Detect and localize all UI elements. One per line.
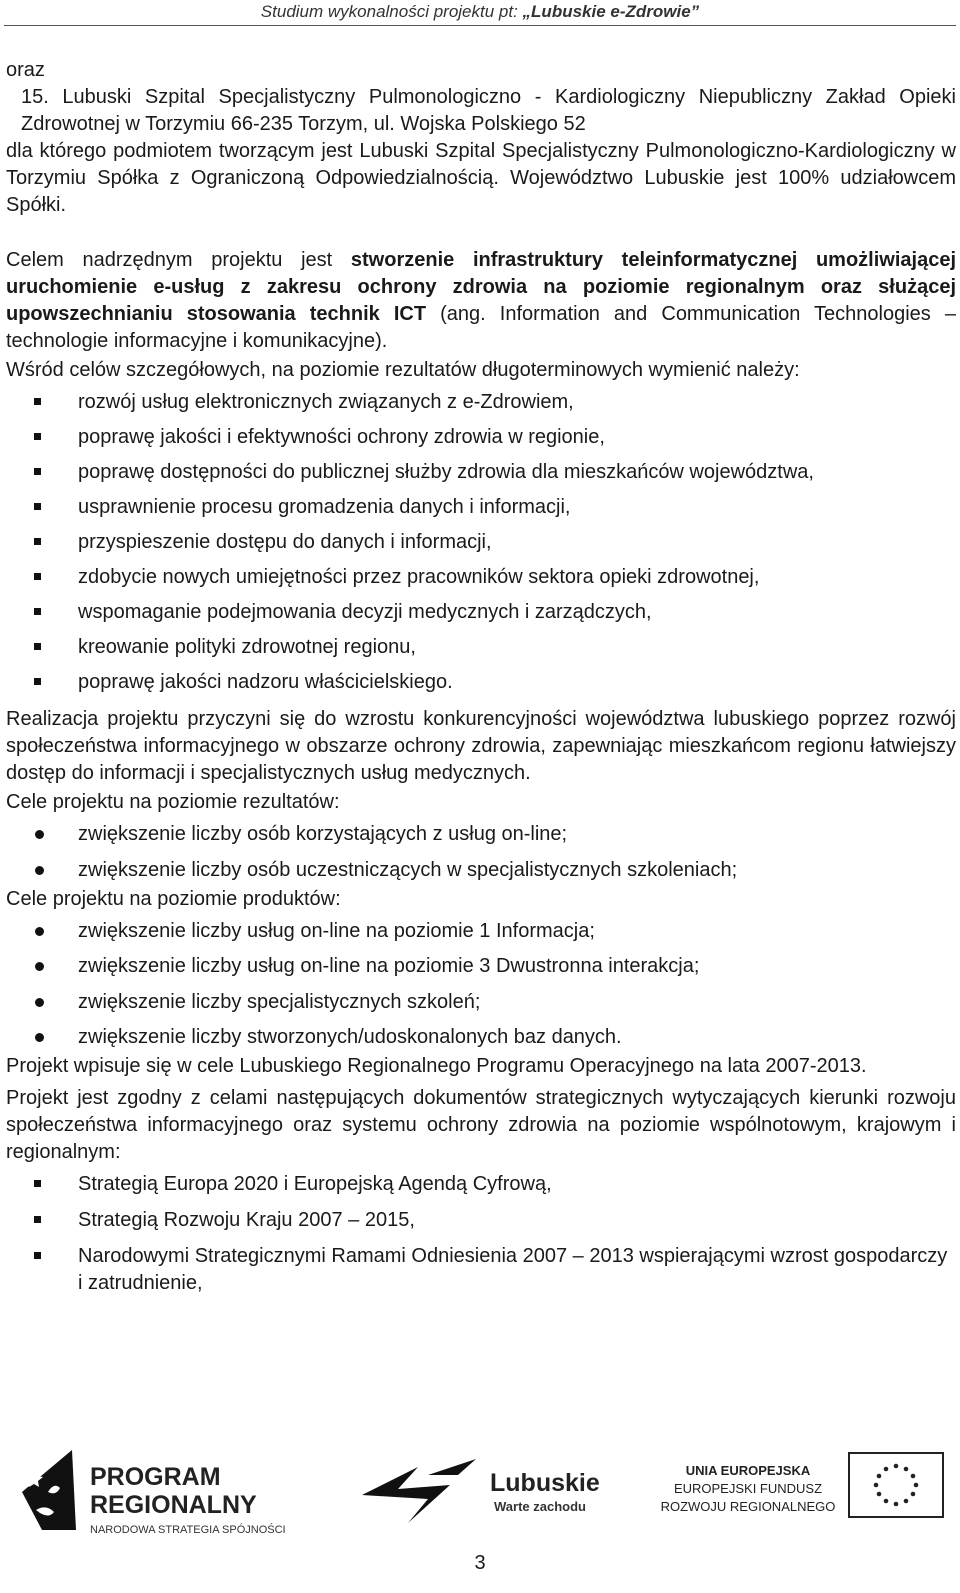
header-title: Studium wykonalności projektu pt: „Lubuskie e-Zdrowie” bbox=[260, 2, 700, 21]
program-subtitle: NARODOWA STRATEGIA SPÓJNOŚCI bbox=[90, 1524, 286, 1536]
detailed-goals-list bbox=[6, 389, 956, 696]
square-bullet-icon bbox=[34, 538, 41, 545]
products-heading: Cele projektu na poziomie produktów: bbox=[6, 887, 341, 910]
square-bullet-icon bbox=[34, 1216, 41, 1223]
eu-flag-icon bbox=[848, 1452, 944, 1518]
list-item: Strategią Europa 2020 i Europejską Agendą Cyfrową, bbox=[6, 1171, 956, 1198]
list-item: poprawę dostępności do publicznej służby zdrowia dla mieszkańców województwa, bbox=[6, 459, 956, 486]
list-item: przyspieszenie dostępu do danych i informacji, bbox=[6, 529, 956, 556]
intro-oraz: oraz bbox=[6, 59, 45, 81]
page-header bbox=[0, 0, 960, 28]
round-bullet-icon bbox=[35, 866, 44, 875]
list-item: poprawę jakości nadzoru właścicielskiego. bbox=[6, 669, 956, 696]
list-item: kreowanie polityki zdrowotnej regionu, bbox=[6, 634, 956, 661]
lubuskie-name: Lubuskie bbox=[490, 1469, 600, 1497]
intro-item-15: 15. Lubuski Szpital Specjalistyczny Pulmonologiczno - Kardiologiczny Niepubliczny Zakład Opieki Zdrowotnej w Torzymiu 66-235 Torzym, ul. Wojska Polskiego 52 bbox=[21, 86, 956, 135]
list-item: Strategią Rozwoju Kraju 2007 – 2015, bbox=[6, 1207, 956, 1234]
lubuskie-logo bbox=[358, 1445, 608, 1535]
square-bullet-icon bbox=[34, 1252, 41, 1259]
list-item: rozwój usług elektronicznych związanych z e-Zdrowiem, bbox=[6, 389, 956, 416]
list-item: zwiększenie liczby specjalistycznych szkoleń; bbox=[6, 989, 956, 1016]
list-item: zwiększenie liczby stworzonych/udoskonalonych baz danych. bbox=[6, 1024, 956, 1051]
rpo-paragraph: Projekt wpisuje się w cele Lubuskiego Regionalnego Programu Operacyjnego na lata 2007-2013. bbox=[6, 1055, 867, 1078]
list-item: zwiększenie liczby usług on-line na poziomie 3 Dwustronna interakcja; bbox=[6, 953, 956, 980]
program-line2: REGIONALNY bbox=[90, 1491, 257, 1519]
list-item: wspomaganie podejmowania decyzji medycznych i zarządczych, bbox=[6, 599, 956, 626]
document-body bbox=[6, 57, 956, 1297]
round-bullet-icon bbox=[35, 830, 44, 839]
eu-fund-text bbox=[652, 1458, 844, 1528]
square-bullet-icon bbox=[34, 503, 41, 510]
square-bullet-icon bbox=[34, 608, 41, 615]
page-footer bbox=[0, 1430, 960, 1593]
square-bullet-icon bbox=[34, 573, 41, 580]
header-project-name: „Lubuskie e-Zdrowie” bbox=[522, 2, 700, 21]
square-bullet-icon bbox=[34, 468, 41, 475]
round-bullet-icon bbox=[35, 1033, 44, 1042]
competitiveness-paragraph: Realizacja projektu przyczyni się do wzrostu konkurencyjności województwa lubuskiego poprzez rozwój społeczeństwa informacyjnego w obszarze ochrony zdrowia, zapewniając mieszkańcom regionu łatwiejszy dostęp do informacji i specjalistycznych usług medycznych. bbox=[6, 708, 956, 784]
round-bullet-icon bbox=[35, 962, 44, 971]
page-number: 3 bbox=[474, 1552, 486, 1574]
eu-line3: ROZWOJU REGIONALNEGO bbox=[660, 1499, 836, 1514]
round-bullet-icon bbox=[35, 998, 44, 1007]
list-item: zwiększenie liczby usług on-line na poziomie 1 Informacja; bbox=[6, 918, 956, 945]
list-item: zwiększenie liczby osób korzystających z usług on-line; bbox=[6, 821, 956, 848]
header-divider bbox=[4, 25, 956, 26]
eu-line2: EUROPEJSKI FUNDUSZ bbox=[673, 1481, 823, 1496]
list-item: poprawę jakości i efektywności ochrony zdrowia w regionie, bbox=[6, 424, 956, 451]
products-list bbox=[6, 918, 956, 1052]
lubuskie-slogan: Warte zachodu bbox=[494, 1499, 586, 1514]
main-goal-bold: stworzenie infrastruktury teleinformatycznej umożliwiającej uruchomienie e-usług z zakresu ochrony zdrowia na poziomie regionalnym oraz służącej upowszechnianiu stosowania technik ICT bbox=[6, 249, 956, 325]
results-list bbox=[6, 821, 956, 884]
strategy-intro: Projekt jest zgodny z celami następujących dokumentów strategicznych wytyczających kierunki rozwoju społeczeństwa informacyjnego oraz systemu ochrony zdrowia na poziomie wspólnotowym, krajowym i regionalnym: bbox=[6, 1087, 956, 1164]
program-line1: PROGRAM bbox=[90, 1463, 221, 1491]
intro-owner-paragraph: dla którego podmiotem tworzącym jest Lubuski Szpital Specjalistyczny Pulmonologiczno-Kardiologiczny w Torzymiu Spółka z Ograniczoną Odpowiedzialnością. Województwo Lubuskie jest 100% udziałowcem Spółki. bbox=[6, 140, 956, 216]
main-goal-paragraph: Celem nadrzędnym projektu jest stworzenie infrastruktury teleinformatycznej umożliwiającej uruchomienie e-usług z zakresu ochrony zdrowia na poziomie regionalnym oraz służącej upowszechnianiu stosowania technik ICT (ang. Information and Communication Technologies – technologie informacyjne i komunikacyjne). bbox=[6, 249, 956, 352]
list-item: usprawnienie procesu gromadzenia danych i informacji, bbox=[6, 494, 956, 521]
eu-line1: UNIA EUROPEJSKA bbox=[685, 1463, 811, 1478]
strategy-list bbox=[6, 1171, 956, 1296]
square-bullet-icon bbox=[34, 643, 41, 650]
list-item: zwiększenie liczby osób uczestniczących w specjalistycznych szkoleniach; bbox=[6, 857, 956, 884]
square-bullet-icon bbox=[34, 398, 41, 405]
list-item: zdobycie nowych umiejętności przez pracowników sektora opieki zdrowotnej, bbox=[6, 564, 956, 591]
square-bullet-icon bbox=[34, 433, 41, 440]
square-bullet-icon bbox=[34, 1180, 41, 1187]
program-regionalny-logo bbox=[14, 1440, 314, 1540]
detailed-goals-intro: Wśród celów szczegółowych, na poziomie rezultatów długoterminowych wymienić należy: bbox=[6, 359, 800, 381]
square-bullet-icon bbox=[34, 678, 41, 685]
list-item: Narodowymi Strategicznymi Ramami Odniesienia 2007 – 2013 wspierającymi wzrost gospodarczy i zatrudnienie, bbox=[6, 1243, 956, 1297]
round-bullet-icon bbox=[35, 927, 44, 936]
results-heading: Cele projektu na poziomie rezultatów: bbox=[6, 791, 340, 813]
